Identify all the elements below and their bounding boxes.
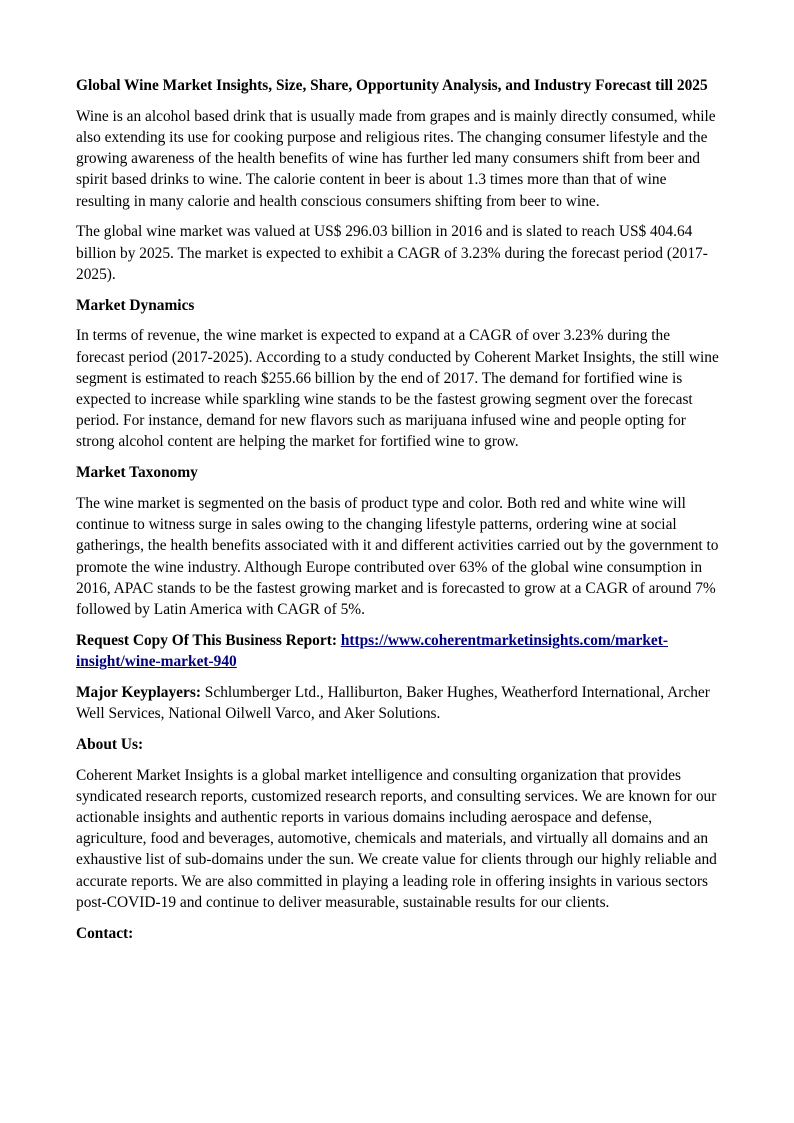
about-us-heading: About Us: — [76, 735, 144, 753]
valuation-paragraph: The global wine market was valued at US$ 296.03 billion in 2016 and is slated to reach US$ 404.64 billion by 2025. The market is expected to exhibit a CAGR of 3.23% during the forecast period (2017-2025). — [76, 223, 708, 283]
document-page — [76, 75, 720, 953]
market-dynamics-heading: Market Dynamics — [76, 296, 195, 314]
keyplayers-line — [76, 682, 720, 724]
intro-paragraph: Wine is an alcohol based drink that is usually made from grapes and is mainly directly consumed, while also extending its use for cooking purpose and religious rites. The changing consumer lifestyle and the growing awareness of the health benefits of wine has further led many consumers shift from beer and spirit based drinks to wine. The calorie content in beer is about 1.3 times more than that of wine resulting in many calorie and health conscious consumers shifting from beer to wine. — [76, 107, 716, 210]
keyplayers-label: Major Keyplayers: — [76, 683, 201, 701]
request-copy-line — [76, 630, 720, 672]
about-us-paragraph: Coherent Market Insights is a global market intelligence and consulting organization that provides syndicated research reports, customized research reports, and consulting services. We are known for our actionable insights and authentic reports in various domains including aerospace and defense, agriculture, food and beverages, automotive, chemicals and materials, and virtually all domains and an exhaustive list of sub-domains under the sun. We create value for clients through our highly reliable and accurate reports. We are also committed in playing a leading role in offering insights in various sectors post-COVID-19 and continue to deliver measurable, sustainable results for our clients. — [76, 766, 717, 911]
market-taxonomy-heading: Market Taxonomy — [76, 464, 198, 482]
market-taxonomy-paragraph: The wine market is segmented on the basis of product type and color. Both red and white wine will continue to witness surge in sales owing to the changing lifestyle patterns, ordering wine at social gatherings, the health benefits associated with it and different activities carried out by the government to promote the wine industry. Although Europe contributed over 63% of the global wine consumption in 2016, APAC stands to be the fastest growing market and is forecasted to grow at a CAGR of around 7% followed by Latin America with CAGR of 5%. — [76, 495, 719, 619]
contact-heading: Contact: — [76, 924, 134, 942]
document-title: Global Wine Market Insights, Size, Share, Opportunity Analysis, and Industry Forecast till 2025 — [76, 77, 708, 94]
keyplayers-text: Schlumberger Ltd., Halliburton, Baker Hughes, Weatherford International, Archer Well Services, National Oilwell Varco, and Aker Solutions. — [76, 683, 710, 723]
report-link[interactable]: https://www.coherentmarketinsights.com/market-insight/wine-market-940 — [76, 631, 668, 671]
request-copy-label: Request Copy Of This Business Report: — [76, 631, 341, 649]
market-dynamics-paragraph: In terms of revenue, the wine market is expected to expand at a CAGR of over 3.23% during the forecast period (2017-2025). According to a study conducted by Coherent Market Insights, the still wine segment is estimated to reach $255.66 billion by the end of 2017. The demand for fortified wine is expected to increase while sparkling wine stands to be the fastest growing segment over the forecast period. For instance, demand for new flavors such as marijuana infused wine and people opting for strong alcohol content are helping the market for fortified wine to grow. — [76, 327, 719, 451]
